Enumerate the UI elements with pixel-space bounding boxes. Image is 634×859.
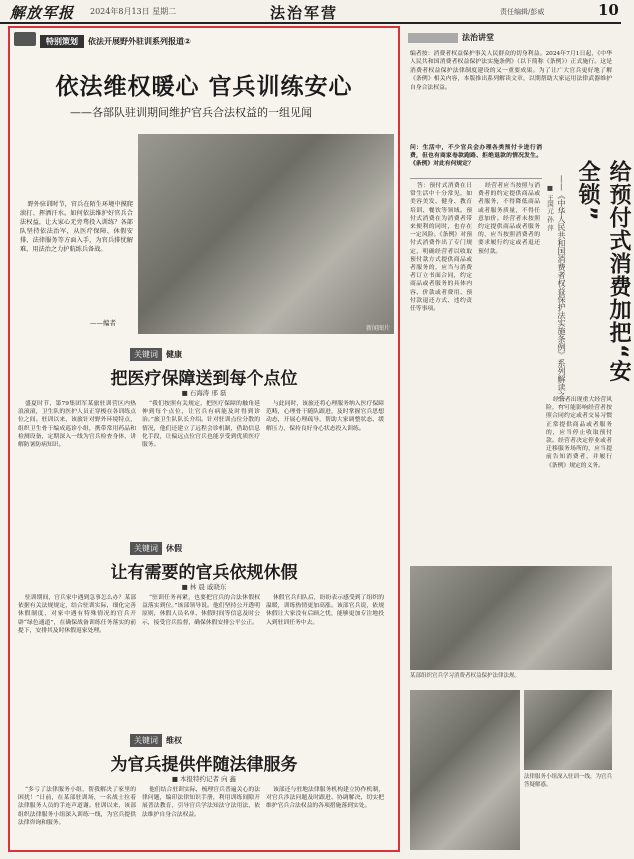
tank-icon bbox=[14, 32, 36, 46]
keyword-health bbox=[130, 348, 182, 361]
body-paragraph: “我们按照有关规定，把医疗保障的触角延伸到每个点位，让官兵有病能及时得到诊治。”旅卫生队队长介绍。针对驻训点位分散的情况，他们还建立了远程会诊机制，借助信息化手段，让偏远点位官兵也能享受到优质医疗服务。 bbox=[142, 401, 260, 449]
section-title-rights: 为官兵提供伴随法律服务 bbox=[110, 755, 298, 775]
qa-lead: 问：生活中，不少官兵会办理各类预付卡进行消费，但也有商家卷款跑路、拒绝退款的情况发生。《条例》对此有何规定？ bbox=[410, 144, 542, 179]
keyword-text: 休假 bbox=[166, 544, 182, 553]
section-title: 法治军营 bbox=[270, 4, 339, 22]
right-photo-1 bbox=[410, 566, 612, 670]
keyword-rights bbox=[130, 734, 182, 747]
body-paragraph: 驻训期间，官兵家中遇到急事怎么办？某部依据有关法规规定，结合驻训实际，细化完善休假制度，对家中遇有特殊情况的官兵开辟“绿色通道”，在确保战备训练任务落实的前提下，安排其及时休假返家处理。 bbox=[18, 595, 136, 634]
right-article-title: 给预付式消费加把“安全锁” bbox=[575, 160, 631, 383]
body-paragraph: “多亏了法律服务小组，帮我解决了家里的困扰！”日前，在某部驻训场，一名战士拉着法律服务人员的手连声道谢。驻训以来，该部组织法律服务小组深入训练一线，为官兵提供法律咨询和服务。 bbox=[18, 787, 136, 826]
body-paragraph: 他们结合驻训实际，梳理官兵普遍关心的法律问题，编印法律知识手册，利用训练间隙开展普法教育，引导官兵学法知法守法用法，依法维护自身合法权益。 bbox=[142, 787, 260, 818]
photo-label: 新闻图片 bbox=[365, 325, 390, 332]
body-paragraph: 经营者出现重大经营风险，有可能影响经营者按照合同约定或者交易习惯正常提供商品或者服务的，应当停止收取预付款。经营者决定停业或者迁移服务场所的，应当提前告知消费者，并履行《条例》规定的义务。 bbox=[546, 397, 612, 469]
feature-subhead: ——各部队驻训期间维护官兵合法权益的一组见闻 bbox=[70, 106, 312, 119]
right-article-subtitle: ——《中华人民共和国消费者权益保护法实施条例》系列解读之二 bbox=[557, 175, 566, 407]
right-article-body bbox=[410, 182, 540, 562]
page-header bbox=[0, 0, 621, 24]
body-paragraph: 该部还与驻地法律服务机构建立协作机制，对官兵涉法问题及时跟进、协调解决，切实把维护官兵合法权益的各项措施落到实处。 bbox=[266, 787, 384, 810]
section-title-leave: 让有需要的官兵依规休假 bbox=[110, 563, 298, 583]
right-photo-3 bbox=[524, 690, 612, 770]
section-byline-leave: ■ 林 晨 戚晓东 bbox=[181, 583, 227, 591]
right-keyword: 法治讲堂 bbox=[462, 33, 494, 42]
page-number: 10 bbox=[598, 1, 619, 19]
right-keyword-header bbox=[408, 32, 494, 43]
body-paragraph: 盛夏时节，第79集团军某旅驻训营区内热浪滚滚，卫生队的医护人员正穿梭在各训练点位之间。驻训以来，该旅针对野外环境特点，组织卫生骨干编成巡诊小组，携带常用药品和检测设备，定期深入一线为官兵检查身体，讲解防暑防病知识。 bbox=[18, 401, 136, 449]
feature-article-frame bbox=[8, 26, 400, 852]
right-title-block bbox=[572, 160, 631, 390]
right-photo-2 bbox=[410, 690, 520, 850]
feature-headline: 依法维权暖心 官兵训练安心 bbox=[55, 74, 353, 100]
editor-credit: 责任编辑/彭威 bbox=[500, 8, 545, 16]
series-subtitle: 依法开展野外驻训系列报道② bbox=[88, 36, 191, 46]
keyword-tag: 关键词 bbox=[130, 348, 162, 361]
keyword-tag: 关键词 bbox=[130, 734, 162, 747]
issue-date: 2024年8月13日 星期二 bbox=[90, 7, 177, 16]
section-body-health bbox=[18, 400, 384, 530]
keyword-leave bbox=[130, 542, 182, 555]
keyword-tag: 关键词 bbox=[130, 542, 162, 555]
newspaper-masthead: 解放军报 bbox=[10, 4, 75, 22]
photo-caption-1: 某部组织官兵学习消费者权益保护法律法规。 bbox=[410, 673, 521, 679]
section-byline-rights: ■ 本报特约记者 向 鑫 bbox=[171, 775, 237, 783]
section-body-leave bbox=[18, 594, 384, 724]
section-body-rights bbox=[18, 786, 384, 846]
body-paragraph: 经营者应当按照与消费者的约定提供商品或者服务，不得降低商品或者服务质量，不得任意加价。经营者未按照约定提供商品或者服务的，应当按照消费者的要求履行约定或者退还预付款。 bbox=[478, 183, 540, 255]
series-tag bbox=[34, 34, 191, 48]
main-photo bbox=[138, 134, 394, 334]
section-byline-health: ■ 石海涛 邢 磊 bbox=[181, 389, 227, 397]
series-badge: 特别策划 bbox=[40, 35, 84, 48]
body-paragraph: 休假官兵归队后，纷纷表示感受到了组织的温暖，训练热情更加高涨。该部官兵说，依规休假让大家没有后顾之忧，能够更加专注地投入到驻训任务中去。 bbox=[266, 595, 384, 626]
section-title-health: 把医疗保障送到每个点位 bbox=[110, 369, 298, 389]
intro-signature: ——编者 bbox=[90, 319, 116, 327]
body-paragraph: 答：预付式消费在日常生活中十分常见，如美容美发、健身、教育培训、餐饮等领域。预付式消费在为消费者带来便利的同时，也存在一定风险。《条例》对预付式消费作出了专门规定，明确经营者以收取预付款方式提供商品或者服务的，应当与消费者订立书面合同，约定商品或者服务的具体内容、价款或者费用、预付款退还方式、违约责任等事项。 bbox=[410, 183, 472, 313]
feature-intro: 野外驻训时节，官兵在陌生环境中摸爬滚打、挥洒汗水。如何依法维护好官兵合法权益，让大家心无旁骛投入训练？各部队坚持依法治军，从医疗保障、休假安排、法律服务等方面入手，为官兵排忧解难，用法治之力护航练兵备战。 bbox=[20, 201, 133, 253]
keyword-text: 维权 bbox=[166, 736, 182, 745]
photo-caption-2: 法律服务小组深入驻训一线，为官兵答疑解惑。 bbox=[524, 774, 613, 788]
body-paragraph: 与此同时，该旅还将心理服务纳入医疗保障范畴，心理骨干随队跟进，及时掌握官兵思想动态，开展心理疏导，帮助大家调整状态、缓解压力，保持良好身心状态投入训练。 bbox=[266, 401, 384, 432]
keyword-text: 健康 bbox=[166, 350, 182, 359]
editor-note: 编者按：消费者权益保护事关人民群众的切身利益。2024年7月1日起，《中华人民共和国消费者权益保护法实施条例》（以下简称《条例》）正式施行。这是消费者权益保护法律制度建设的又一重要成果。为了让广大官兵更好地了解《条例》相关内容，本版推出系列解读文章，以期帮助大家运用法律武器维护自身合法权益。 bbox=[410, 51, 612, 91]
scales-icon bbox=[408, 33, 458, 43]
right-article-author: ■ 王国元 孙 萍 bbox=[546, 184, 554, 231]
body-paragraph: “驻训任务再紧，也要把官兵的合法休假权益落实到位。”该部领导说。他们坚持公开透明原则，休假人员名单、休假时间等信息及时公示，接受官兵监督，确保休假安排公平公正。 bbox=[142, 595, 260, 626]
